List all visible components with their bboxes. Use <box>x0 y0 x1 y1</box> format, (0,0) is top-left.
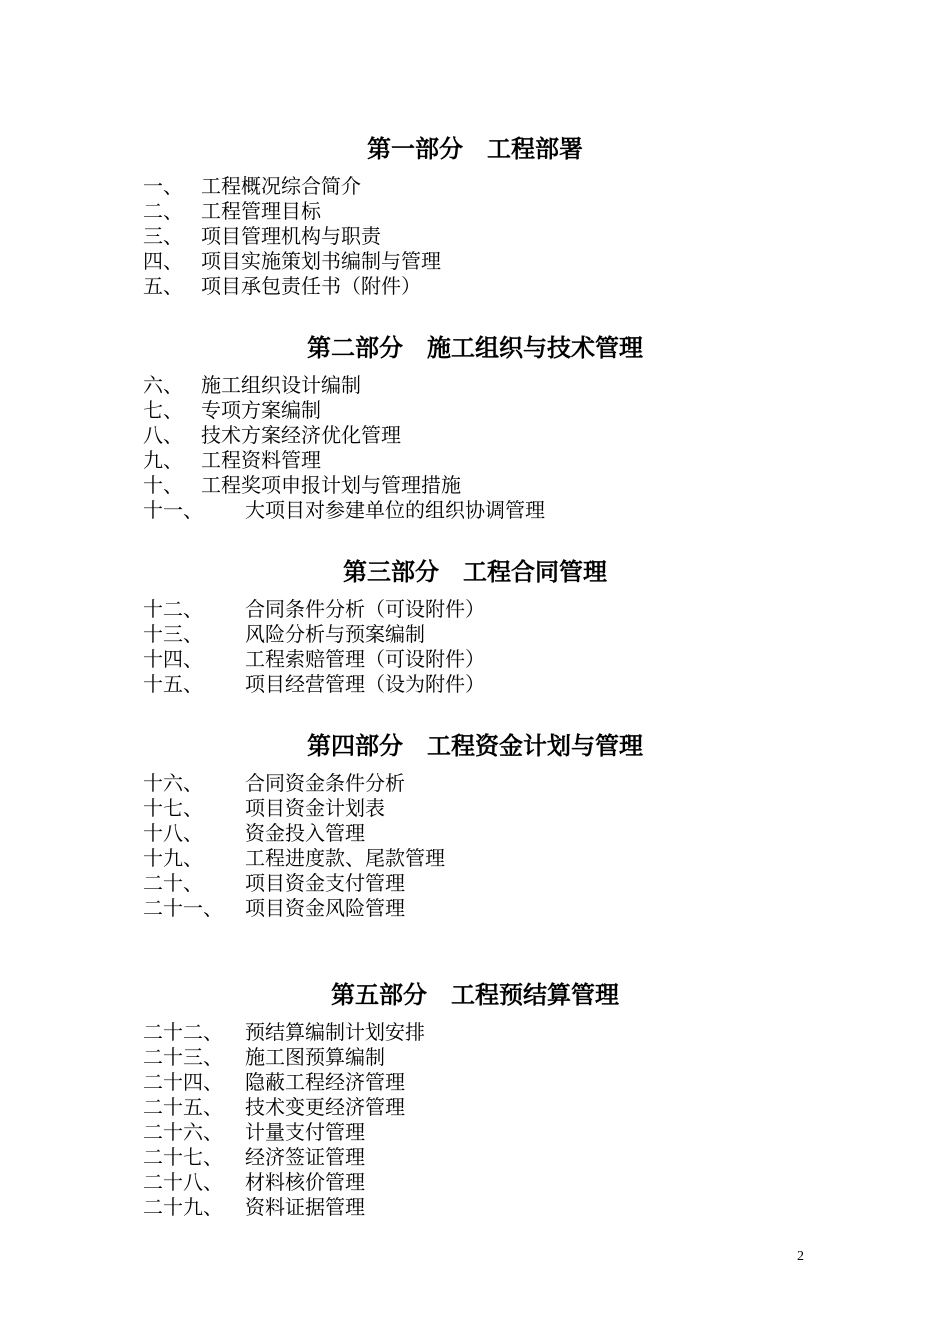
item-text: 工程奖项申报计划与管理措施 <box>201 473 461 497</box>
item-number: 五、 <box>143 274 183 298</box>
item-text: 专项方案编制 <box>201 398 321 422</box>
item-text: 材料核价管理 <box>245 1170 365 1194</box>
item-number: 二十九、 <box>143 1195 223 1219</box>
item-text: 技术方案经济优化管理 <box>201 423 401 447</box>
item-number: 七、 <box>143 398 183 422</box>
item-text: 技术变更经济管理 <box>245 1095 405 1119</box>
item-number: 二十四、 <box>143 1070 223 1094</box>
page-number: 2 <box>797 1249 804 1264</box>
item-number: 二十、 <box>143 871 203 895</box>
item-number: 十八、 <box>143 821 203 845</box>
item-number: 十二、 <box>143 597 203 621</box>
item-number: 八、 <box>143 423 183 447</box>
item-text: 项目管理机构与职责 <box>201 224 381 248</box>
item-number: 十九、 <box>143 846 203 870</box>
item-text: 合同资金条件分析 <box>245 771 405 795</box>
item-number: 二、 <box>143 199 183 223</box>
item-number: 四、 <box>143 249 183 273</box>
item-text: 工程概况综合简介 <box>201 174 361 198</box>
item-text: 工程管理目标 <box>201 199 321 223</box>
item-number: 十五、 <box>143 672 203 696</box>
item-text: 施工图预算编制 <box>245 1045 385 1069</box>
part-title: 第四部分 工程资金计划与管理 <box>307 732 643 760</box>
item-number: 十三、 <box>143 622 203 646</box>
item-number: 二十一、 <box>143 896 223 920</box>
item-number: 二十三、 <box>143 1045 223 1069</box>
item-text: 计量支付管理 <box>245 1120 365 1144</box>
item-text: 项目资金计划表 <box>245 796 385 820</box>
item-text: 工程进度款、尾款管理 <box>245 846 445 870</box>
item-number: 十四、 <box>143 647 203 671</box>
item-text: 合同条件分析（可设附件） <box>245 597 485 621</box>
item-number: 十、 <box>143 473 183 497</box>
item-text: 施工组织设计编制 <box>201 373 361 397</box>
part-title: 第二部分 施工组织与技术管理 <box>307 334 643 362</box>
item-text: 隐蔽工程经济管理 <box>245 1070 405 1094</box>
item-number: 二十五、 <box>143 1095 223 1119</box>
item-text: 风险分析与预案编制 <box>245 622 425 646</box>
item-text: 大项目对参建单位的组织协调管理 <box>245 498 545 522</box>
item-number: 十一、 <box>143 498 203 522</box>
item-text: 项目资金支付管理 <box>245 871 405 895</box>
part-title: 第五部分 工程预结算管理 <box>331 981 619 1009</box>
item-number: 十六、 <box>143 771 203 795</box>
item-number: 三、 <box>143 224 183 248</box>
item-text: 项目经营管理（设为附件） <box>245 672 485 696</box>
part-title: 第三部分 工程合同管理 <box>343 558 607 586</box>
item-number: 九、 <box>143 448 183 472</box>
item-text: 资金投入管理 <box>245 821 365 845</box>
item-number: 二十六、 <box>143 1120 223 1144</box>
item-text: 经济签证管理 <box>245 1145 365 1169</box>
item-number: 六、 <box>143 373 183 397</box>
item-text: 项目资金风险管理 <box>245 896 405 920</box>
item-number: 一、 <box>143 174 183 198</box>
item-number: 二十八、 <box>143 1170 223 1194</box>
item-number: 十七、 <box>143 796 203 820</box>
item-text: 工程索赔管理（可设附件） <box>245 647 485 671</box>
item-text: 预结算编制计划安排 <box>245 1020 425 1044</box>
item-text: 工程资料管理 <box>201 448 321 472</box>
part-title: 第一部分 工程部署 <box>367 135 583 163</box>
item-text: 项目承包责任书（附件） <box>201 274 421 298</box>
item-number: 二十七、 <box>143 1145 223 1169</box>
item-text: 资料证据管理 <box>245 1195 365 1219</box>
item-number: 二十二、 <box>143 1020 223 1044</box>
item-text: 项目实施策划书编制与管理 <box>201 249 441 273</box>
